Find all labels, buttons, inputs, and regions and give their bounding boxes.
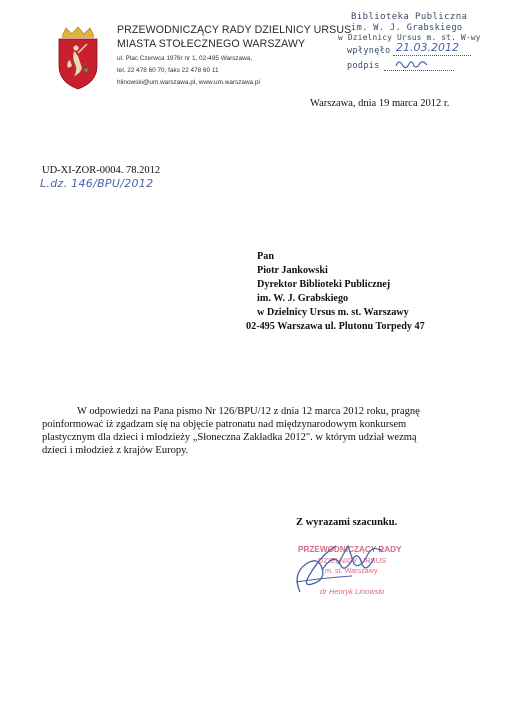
library-stamp-signature-label: podpis xyxy=(347,60,380,70)
reference-number: UD-XI-ZOR-0004. 78.2012 xyxy=(42,165,161,176)
recipient-title: Dyrektor Biblioteki Publicznej xyxy=(257,279,391,290)
letterhead-address: ul. Plac Czerwca 1976r nr 1, 02-495 Warszawa, xyxy=(117,55,253,62)
letterhead-email: hlinowski@um.warszawa.pl, www.um.warszawa.pl xyxy=(117,79,260,86)
body-line-1: W odpowiedzi na Pana pismo Nr 126/BPU/12 z dnia 12 marca 2012 roku, pragnę xyxy=(77,406,420,417)
handwritten-reference: L.dz. 146/BPU/2012 xyxy=(40,177,154,190)
letterhead-title-line1: PRZEWODNICZĄCY RADY DZIELNICY URSUS xyxy=(117,24,352,36)
recipient-address: 02-495 Warszawa ul. Plutonu Torpedy 47 xyxy=(246,321,425,332)
recipient-name: Piotr Jankowski xyxy=(257,265,328,276)
recipient-salutation: Pan xyxy=(257,251,274,262)
library-stamp-received-date: 21.03.2012 xyxy=(396,41,459,54)
signature-stamp-line2: DZIELNICY URSUS xyxy=(318,556,387,565)
recipient-district: w Dzielnicy Ursus m. st. Warszawy xyxy=(257,307,409,318)
body-line-2: poinformować iż zgadzam się na objęcie patronatu nad międzynarodowym konkursem xyxy=(42,419,407,430)
received-initials-icon xyxy=(394,56,430,77)
library-stamp-received-label: wpłynęło xyxy=(347,45,391,55)
signature-stamp-name: dr Henryk Linowski xyxy=(320,587,385,596)
recipient-institution: im. W. J. Grabskiego xyxy=(257,293,349,304)
library-stamp-line3: w Dzielnicy Ursus m. st. W-wy xyxy=(338,33,481,42)
library-stamp-line1: Biblioteka Publiczna xyxy=(351,12,468,22)
warsaw-coat-of-arms-icon xyxy=(56,26,100,90)
signature-stamp-line3: m. st. Warszawy xyxy=(325,566,378,575)
closing: Z wyrazami szacunku. xyxy=(296,517,398,528)
body-line-4: dzieci i młodzież z krajów Europy. xyxy=(42,445,189,456)
body-line-3: plastycznym dla dzieci i młodzieży „Słoneczna Zakładka 2012". w którym udział wezmą xyxy=(42,432,417,443)
letterhead-title-line2: MIASTA STOŁECZNEGO WARSZAWY xyxy=(117,38,306,50)
letterhead-phone: tel. 22 478 60 70, faks 22 478 60 11 xyxy=(117,67,219,74)
place-date: Warszawa, dnia 19 marca 2012 r. xyxy=(310,98,450,109)
library-stamp-line2: im. W. J. Grabskiego xyxy=(351,23,463,33)
signature-stamp-line1: PRZEWODNICZĄCY RADY xyxy=(298,545,402,554)
handwritten-signature-icon xyxy=(282,534,402,609)
